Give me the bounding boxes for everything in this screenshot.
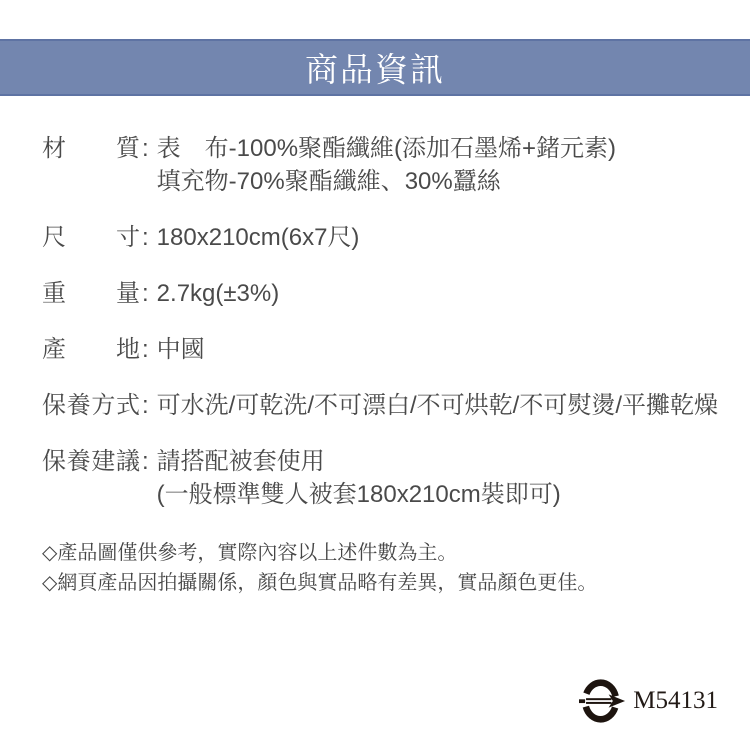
spec-label: 保養建議 — [42, 448, 140, 475]
spec-value — [157, 132, 742, 198]
bsmi-inspection-mark-icon — [579, 678, 626, 724]
spec-row-size — [42, 221, 742, 254]
spec-value-line: 2.7kg(±3%) — [156, 280, 280, 307]
spec-value-line: 中國 — [156, 336, 205, 363]
page-title: 商品資訊 — [305, 51, 445, 88]
spec-value-line: 180x210cm(6x7尺) — [156, 224, 360, 251]
spec-colon: : — [142, 392, 149, 419]
spec-value-line: 表 布-100%聚酯纖維(添加石墨烯+鍺元素) — [156, 135, 617, 162]
spec-value — [157, 333, 742, 366]
spec-colon: : — [142, 224, 149, 251]
spec-value — [157, 277, 742, 310]
spec-value — [157, 389, 742, 422]
spec-label: 產地 — [42, 336, 140, 363]
spec-row-weight — [42, 277, 742, 310]
spec-label: 尺寸 — [42, 224, 140, 251]
header-banner — [0, 39, 750, 96]
spec-row-material — [42, 132, 742, 198]
spec-colon: : — [142, 448, 149, 475]
spec-value-line: (一般標準雙人被套180x210cm裝即可) — [156, 481, 561, 508]
spec-value-line: 請搭配被套使用 — [156, 448, 325, 475]
spec-label: 材質 — [42, 135, 140, 162]
certification-code: M54131 — [633, 687, 718, 714]
spec-label: 重量 — [42, 280, 140, 307]
note-item: ◇網頁產品因拍攝關係，顏色與實品略有差異，實品顏色更佳。 — [42, 572, 598, 594]
spec-row-care-method — [42, 389, 742, 422]
spec-value — [157, 445, 742, 511]
spec-row-care-advice — [42, 445, 742, 511]
spec-colon: : — [142, 280, 149, 307]
spec-row-origin — [42, 333, 742, 366]
spec-colon: : — [142, 336, 149, 363]
spec-value-line: 填充物-70%聚酯纖維、30%蠶絲 — [156, 168, 501, 195]
certification-area — [579, 678, 718, 724]
spec-colon: : — [142, 135, 149, 162]
spec-value-line: 可水洗/可乾洗/不可漂白/不可烘乾/不可熨燙/平攤乾燥 — [156, 392, 719, 419]
spec-label: 保養方式 — [42, 392, 140, 419]
spec-list — [42, 132, 742, 598]
notes-section — [42, 538, 742, 598]
note-item: ◇產品圖僅供參考，實際內容以上述件數為主。 — [42, 542, 458, 564]
spec-value — [157, 221, 742, 254]
